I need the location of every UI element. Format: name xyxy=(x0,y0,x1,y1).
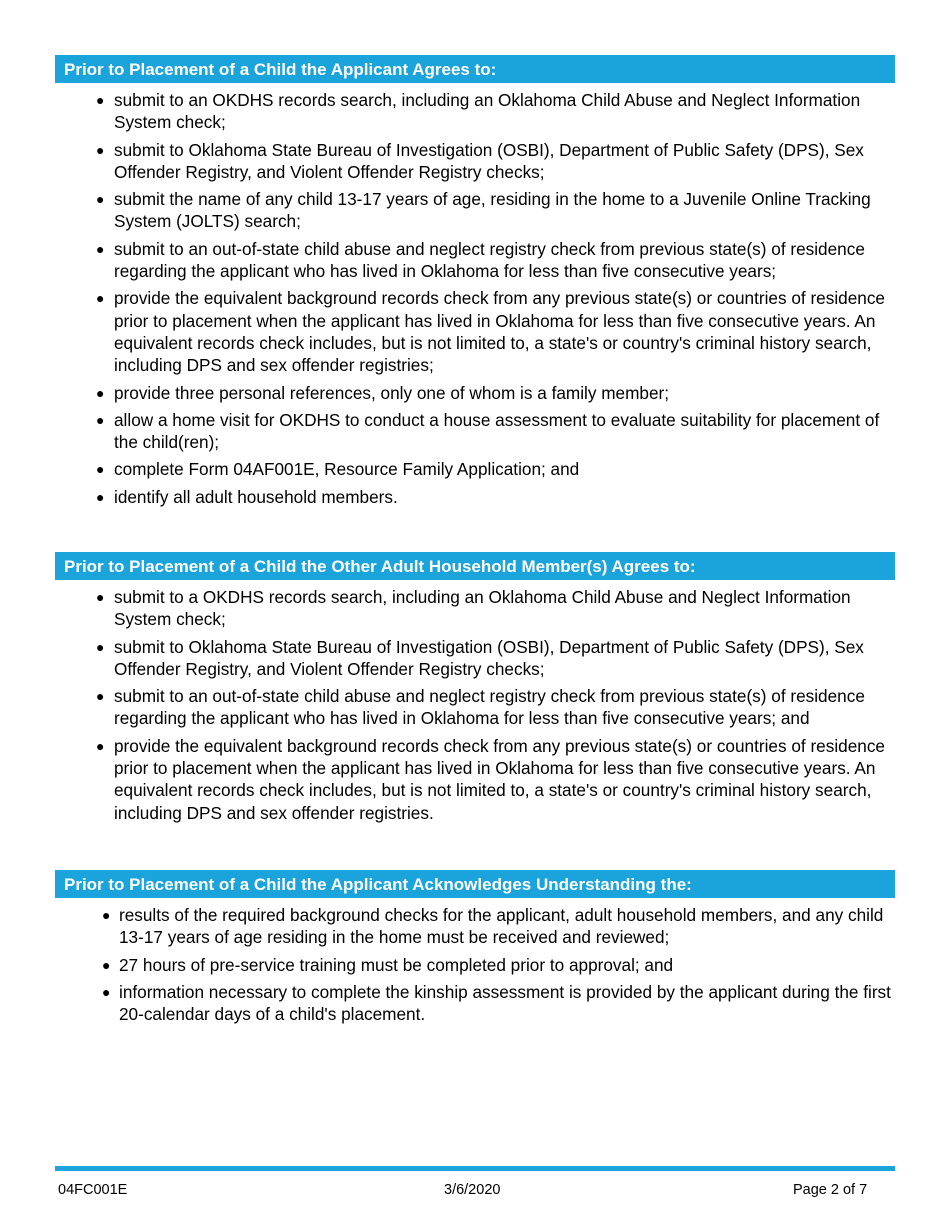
bullet-icon: ● xyxy=(102,956,111,973)
list-item: ● submit to Oklahoma State Bureau of Investigation (OSBI), Department of Public Safety (DPS), Sex Offender Registry, and Violent Offender Registry checks; xyxy=(96,636,864,679)
bullet-list xyxy=(55,586,895,824)
list-item: ● identify all adult household members. xyxy=(96,486,398,507)
bullet-icon: ● xyxy=(96,638,105,655)
footer-form-number: 04FC001E xyxy=(58,1182,128,1198)
bullet-icon: ● xyxy=(96,461,105,478)
bullet-icon: ● xyxy=(96,191,105,208)
list-item: ● complete Form 04AF001E, Resource Family Application; and xyxy=(96,459,580,480)
list-item: ● provide the equivalent background records check from any previous state(s) or countries of residence prior to placement when the applicant has lived in Oklahoma for less than five consecutive years. An equivalent records check includes, but is not limited to, a state's or country's criminal history search, including DPS and sex offender registries. xyxy=(96,735,885,823)
list-item: ● allow a home visit for OKDHS to conduct a house assessment to evaluate suitability for placement of the child(ren); xyxy=(96,409,880,453)
section-applicant-acknowledges xyxy=(55,870,895,1030)
bullet-icon: ● xyxy=(96,688,105,705)
list-item: ● submit to an out-of-state child abuse and neglect registry check from previous state(s) of residence regarding the applicant who has lived in Oklahoma for less than five consecutive years; and xyxy=(96,686,865,729)
section-header: Prior to Placement of a Child the Other Adult Household Member(s) Agrees to: xyxy=(55,552,895,580)
section-header: Prior to Placement of a Child the Applicant Acknowledges Understanding the: xyxy=(55,870,895,898)
bullet-icon: ● xyxy=(96,737,105,754)
footer-rule xyxy=(55,1166,895,1171)
list-item: ● results of the required background checks for the applicant, adult household members, and any child 13-17 years of age residing in the home must be received and reviewed; xyxy=(102,905,884,948)
bullet-icon: ● xyxy=(102,907,111,923)
footer-page-number: Page 2 of 7 xyxy=(793,1182,868,1198)
list-item: ● submit to an out-of-state child abuse and neglect registry check from previous state(s) of residence regarding the applicant who has lived in Oklahoma for less than five consecutive years; xyxy=(96,238,865,282)
section-applicant-agrees xyxy=(55,55,895,513)
section-household-members-agree xyxy=(55,552,895,829)
bullet-icon: ● xyxy=(96,240,105,257)
bullet-icon: ● xyxy=(96,488,105,505)
section-header: Prior to Placement of a Child the Applicant Agrees to: xyxy=(55,55,895,83)
list-item: ● submit to Oklahoma State Bureau of Investigation (OSBI), Department of Public Safety (DPS), Sex Offender Registry, and Violent Offender Registry checks; xyxy=(96,139,864,182)
list-item: ● provide three personal references, only one of whom is a family member; xyxy=(96,382,670,403)
list-item: ● submit the name of any child 13-17 years of age, residing in the home to a Juvenile Online Tracking System (JOLTS) search; xyxy=(96,189,871,232)
bullet-icon: ● xyxy=(96,384,105,401)
bullet-icon: ● xyxy=(96,290,105,307)
bullet-icon: ● xyxy=(102,983,111,1000)
bullet-icon: ● xyxy=(96,411,105,428)
list-item: ● information necessary to complete the kinship assessment is provided by the applicant during the first 20-calendar days of a child's placement. xyxy=(102,981,891,1025)
bullet-icon: ● xyxy=(96,589,105,605)
bullet-list xyxy=(55,89,895,508)
footer-date: 3/6/2020 xyxy=(444,1182,501,1198)
list-item: ● provide the equivalent background records check from any previous state(s) or countries of residence prior to placement when the applicant has lived in Oklahoma for less than five consecutive years. An equivalent records check includes, but is not limited to, a state's or country's criminal history search, including DPS and sex offender registries; xyxy=(96,288,885,376)
list-item: ● submit to an OKDHS records search, including an Oklahoma Child Abuse and Neglect Information System check; xyxy=(96,90,861,133)
list-item: ● 27 hours of pre-service training must be completed prior to approval; and xyxy=(102,954,674,975)
bullet-list xyxy=(55,904,895,1025)
bullet-icon: ● xyxy=(96,141,105,158)
list-item: ● submit to a OKDHS records search, including an Oklahoma Child Abuse and Neglect Information System check; xyxy=(96,587,851,630)
bullet-icon: ● xyxy=(96,92,105,108)
